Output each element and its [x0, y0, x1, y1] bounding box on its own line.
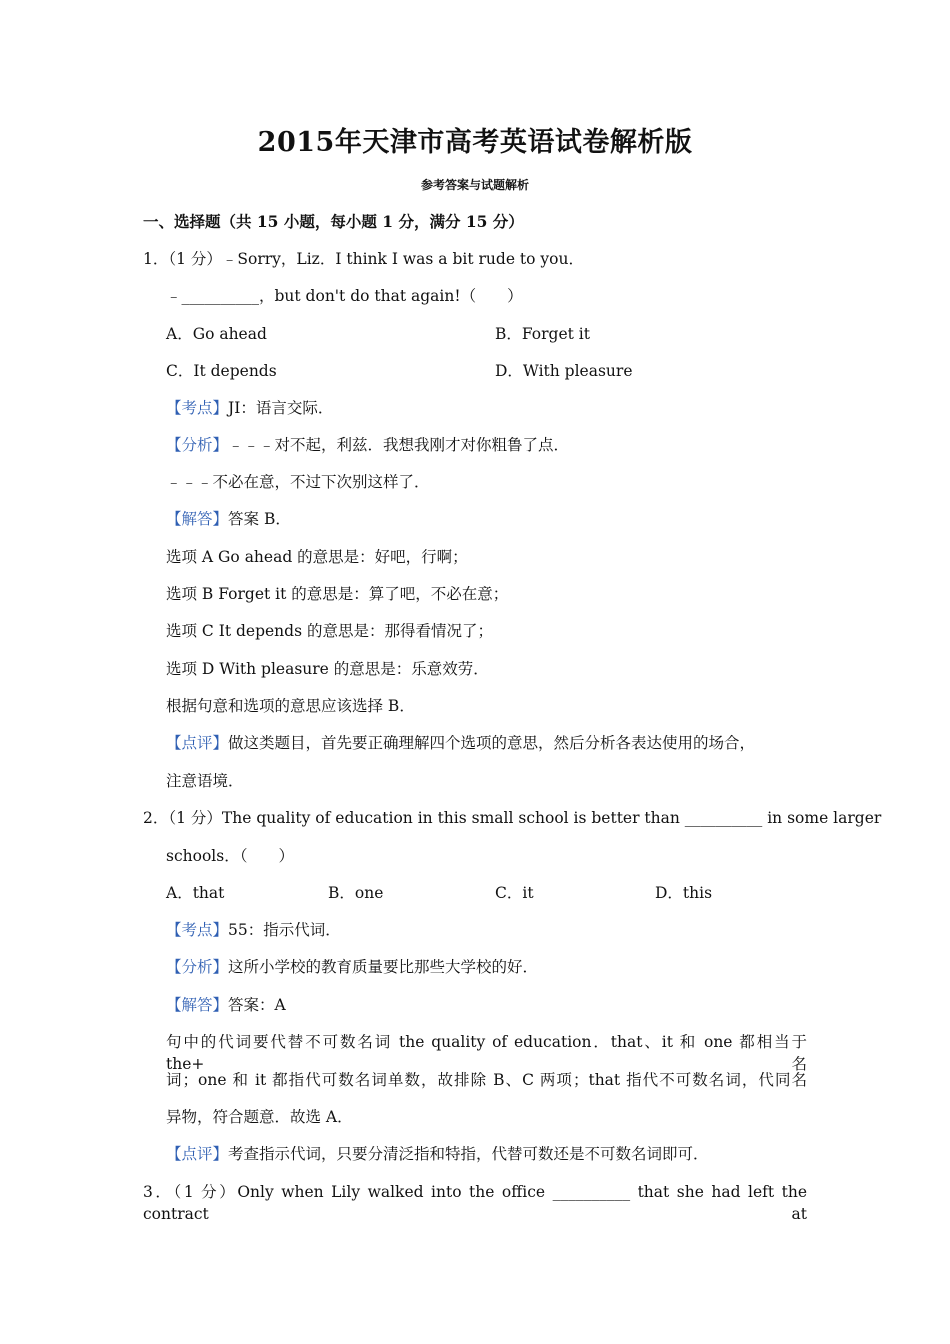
q1-dianping: [166, 732, 755, 754]
q1-option-c: C．It depends: [166, 362, 277, 380]
fenxi-tag: 【分析】: [166, 436, 229, 454]
q1-jieda-line4: 选项 D With pleasure 的意思是：乐意效劳．: [166, 660, 489, 678]
q2-jieda: [166, 994, 286, 1016]
q1-stem-line2: ﹣__________，but don't do that again!（ ）: [166, 287, 523, 305]
q1-jieda: [166, 508, 291, 530]
q3-stem-line1: 3．（1 分）Only when Lily walked into the office __________ that she had left the contract at: [143, 1183, 807, 1223]
q1-dianping-text: 做这类题目，首先要正确理解四个选项的意思，然后分析各表达使用的场合，: [228, 734, 756, 752]
q2-dianping: [166, 1143, 709, 1165]
q2-jieda-line3: 异物，符合题意．故选 A．: [166, 1108, 353, 1126]
section-heading: 一、选择题（共 15 小题，每小题 1 分，满分 15 分）: [143, 212, 524, 231]
q1-kaodian: [166, 397, 333, 419]
q2-option-a: A．that: [166, 884, 225, 902]
q2-option-d: D．this: [655, 884, 713, 902]
q1-jieda-line1: 选项 A Go ahead 的意思是：好吧，行啊；: [166, 548, 468, 566]
kaodian-tag: 【考点】: [166, 399, 229, 417]
q2-kaodian: [166, 919, 341, 941]
q2-option-b: B．one: [328, 884, 384, 902]
page-subtitle: 参考答案与试题解析: [420, 178, 529, 192]
dianping-tag: 【点评】: [166, 1145, 229, 1163]
jieda-tag: 【解答】: [166, 996, 229, 1014]
dianping-tag: 【点评】: [166, 734, 229, 752]
fenxi-tag: 【分析】: [166, 958, 229, 976]
q1-jieda-text: 答案 B．: [228, 510, 291, 528]
q1-fenxi-line2: ﹣﹣﹣不必在意，不过下次别这样了．: [166, 473, 430, 491]
q1-fenxi-text: ﹣﹣﹣对不起，利兹．我想我刚才对你粗鲁了点．: [228, 436, 570, 454]
q1-option-b: B．Forget it: [495, 325, 590, 343]
q2-jieda-line1: 句中的代词要代替不可数名词 the quality of education．that、it 和 one 都相当于 the+名: [166, 1033, 807, 1073]
q1-jieda-line5: 根据句意和选项的意思应该选择 B．: [166, 697, 415, 715]
kaodian-tag: 【考点】: [166, 921, 229, 939]
page-title: 2015年天津市高考英语试卷解析版: [257, 127, 693, 158]
q1-stem-line1: 1．（1 分）﹣Sorry，Liz．I think I was a bit rude to you．: [143, 250, 584, 268]
q2-jieda-line2: 词；one 和 it 都指代可数名词单数，故排除 B、C 两项；that 指代不可数名词，代同名: [166, 1071, 807, 1089]
q2-option-c: C．it: [495, 884, 534, 902]
q1-option-a: A．Go ahead: [166, 325, 267, 343]
q1-fenxi: [166, 434, 569, 456]
q1-jieda-line3: 选项 C It depends 的意思是：那得看情况了；: [166, 622, 493, 640]
q2-fenxi-text: 这所小学校的教育质量要比那些大学校的好．: [228, 958, 539, 976]
q2-dianping-text: 考查指示代词，只要分清泛指和特指，代替可数还是不可数名词即可．: [228, 1145, 709, 1163]
q1-option-d: D．With pleasure: [495, 362, 633, 380]
jieda-tag: 【解答】: [166, 510, 229, 528]
q1-jieda-line2: 选项 B Forget it 的意思是：算了吧，不必在意；: [166, 585, 509, 603]
q2-kaodian-text: 55：指示代词．: [228, 921, 341, 939]
q2-stem-line2: schools．（ ）: [166, 847, 294, 865]
q2-stem-line1: 2．（1 分）The quality of education in this small school is better than __________ in some larger: [143, 809, 882, 827]
q1-dianping-line2: 注意语境．: [166, 772, 244, 790]
q2-fenxi: [166, 956, 538, 978]
q1-kaodian-text: JI：语言交际．: [228, 399, 334, 417]
q2-jieda-text: 答案：A: [228, 996, 286, 1014]
